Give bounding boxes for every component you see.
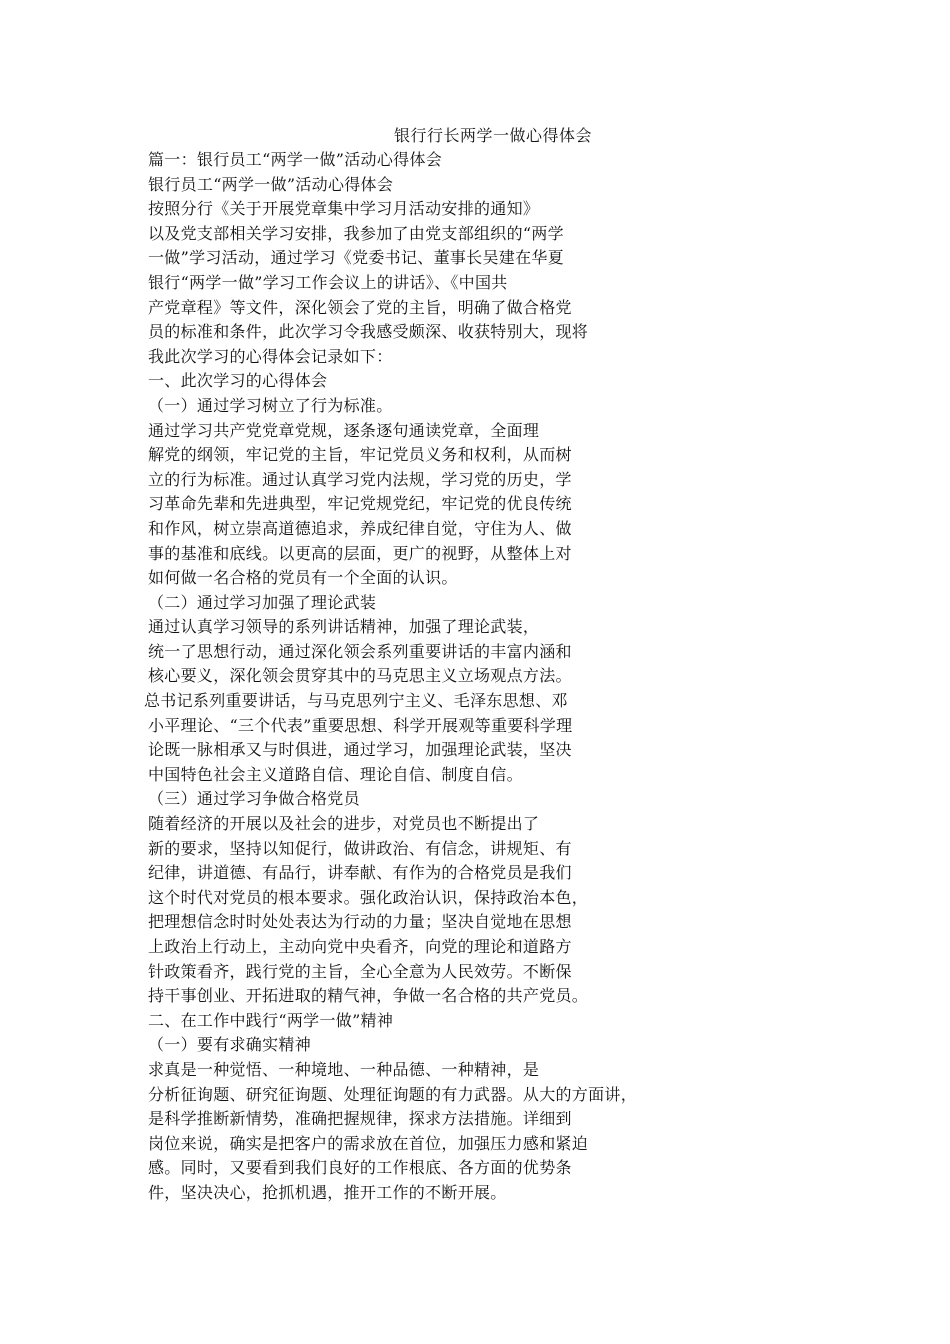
text-line: （一）通过学习树立了行为标准。 <box>148 395 393 415</box>
text-line: 一、此次学习的心得体会 <box>148 371 328 391</box>
text-line: （三）通过学习争做合格党员 <box>148 789 360 809</box>
text-line: 核心要义，深化领会贯穿其中的马克思主义立场观点方法。 <box>148 666 572 686</box>
text-line: 感。同时，又要看到我们良好的工作根底、各方面的优势条 <box>148 1158 572 1178</box>
text-line: （一）要有求确实精神 <box>148 1035 312 1055</box>
text-line: 通过认真学习领导的系列讲话精神，加强了理论武装， <box>148 617 540 637</box>
text-line: 总书记系列重要讲话，与马克思列宁主义、毛泽东思想、邓 <box>144 691 568 711</box>
text-line: 员的标准和条件，此次学习令我感受颇深、收获特别大，现将 <box>148 322 589 342</box>
text-line: （二）通过学习加强了理论武装 <box>148 592 377 612</box>
text-line: 求真是一种觉悟、一种境地、一种品德、一种精神，是 <box>148 1059 540 1079</box>
text-line: 持干事创业、开拓进取的精气神，争做一名合格的共产党员。 <box>148 986 589 1006</box>
text-line: 篇一：银行员工“两学一做”活动心得体会 <box>148 150 443 169</box>
text-line: 以及党支部相关学习安排，我参加了由党支部组织的“两学 <box>148 223 564 243</box>
text-line: 银行“两学一做”学习工作会议上的讲话》、《中国共 <box>148 272 508 292</box>
text-line: 论既一脉相承又与时俱进，通过学习，加强理论武装，坚决 <box>148 740 572 760</box>
text-line: 银行员工“两学一做”活动心得体会 <box>148 174 394 194</box>
text-line: 针政策看齐，践行党的主旨，全心全意为人民效劳。不断保 <box>148 961 572 981</box>
text-line: 分析征询题、研究征询题、处理征询题的有力武器。从大的方面讲， <box>148 1084 638 1104</box>
text-line: 事的基准和底线。以更高的层面，更广的视野，从整体上对 <box>148 543 572 563</box>
text-line: 产党章程》等文件，深化领会了党的主旨，明确了做合格党 <box>148 297 572 317</box>
text-line: 解党的纲领，牢记党的主旨，牢记党员义务和权利，从而树 <box>148 445 572 465</box>
text-line: 小平理论、“三个代表”重要思想、科学开展观等重要科学理 <box>148 715 573 735</box>
text-line: 和作风，树立崇高道德追求，养成纪律自觉，守住为人、做 <box>148 518 572 538</box>
text-line: 通过学习共产党党章党规，逐条逐句通读党章，全面理 <box>148 420 540 440</box>
text-line: 我此次学习的心得体会记录如下： <box>148 346 393 366</box>
text-line: 上政治上行动上，主动向党中央看齐，向党的理论和道路方 <box>148 937 572 956</box>
text-line: 立的行为标准。通过认真学习党内法规，学习党的历史，学 <box>148 469 572 489</box>
text-line: 纪律，讲道德、有品行，讲奉献、有作为的合格党员是我们 <box>148 863 572 883</box>
text-line: 按照分行《关于开展党章集中学习月活动安排的通知》 <box>148 199 540 219</box>
text-line: 二、在工作中践行“两学一做”精神 <box>148 1010 394 1030</box>
document-body <box>144 148 668 1206</box>
text-line: 中国特色社会主义道路自信、理论自信、制度自信。 <box>148 764 523 784</box>
text-line: 一做”学习活动，通过学习《党委书记、董事长吴建在华夏 <box>148 248 564 268</box>
document-title: 银行行长两学一做心得体会 <box>393 126 592 145</box>
text-line: 岗位来说，确实是把客户的需求放在首位，加强压力感和紧迫 <box>148 1133 589 1153</box>
text-line: 随着经济的开展以及社会的进步，对党员也不断提出了 <box>148 814 540 834</box>
text-line: 新的要求，坚持以知促行，做讲政治、有信念，讲规矩、有 <box>148 838 572 858</box>
text-line: 把理想信念时时处处表达为行动的力量；坚决自觉地在思想 <box>148 912 572 932</box>
text-line: 件，坚决决心，抢抓机遇，推开工作的不断开展。 <box>148 1182 507 1202</box>
text-line: 如何做一名合格的党员有一个全面的认识。 <box>148 568 458 588</box>
text-line: 统一了思想行动，通过深化领会系列重要讲话的丰富内涵和 <box>148 641 572 661</box>
text-line: 是科学推断新情势，准确把握规律，探求方法措施。详细到 <box>148 1109 572 1129</box>
text-line: 习革命先辈和先进典型，牢记党规党纪，牢记党的优良传统 <box>148 494 572 514</box>
text-line: 这个时代对党员的根本要求。强化政治认识，保持政治本色， <box>148 887 589 907</box>
